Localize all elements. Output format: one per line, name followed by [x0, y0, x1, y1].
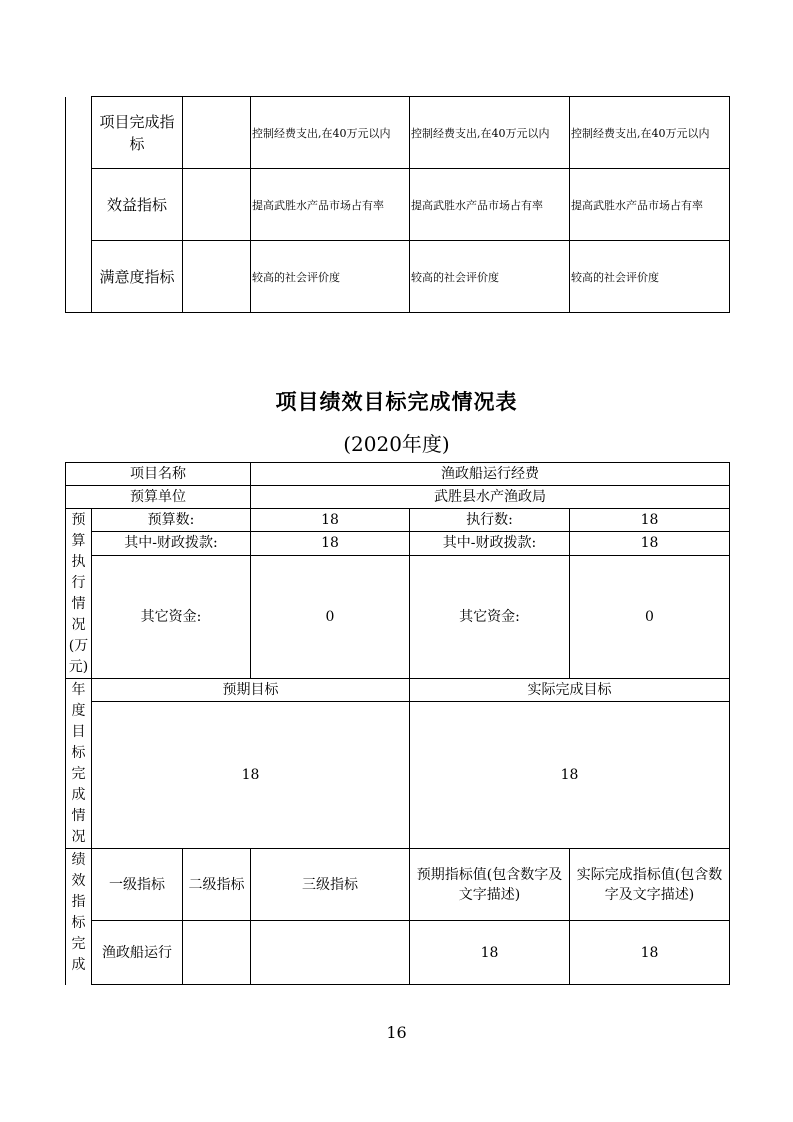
indicator-value: 提高武胜水产品市场占有率 — [410, 169, 570, 241]
actual-goal-value: 18 — [410, 702, 730, 849]
budget-execution-label: 预 算 执 行 情 况 (万 元) — [66, 509, 92, 679]
page-number: 16 — [386, 1023, 407, 1042]
level3-indicator — [183, 97, 251, 169]
budget-amount-value: 18 — [251, 509, 410, 532]
fiscal-allocation-value: 18 — [570, 532, 730, 555]
level1-value: 渔政船运行 — [92, 921, 183, 985]
fiscal-allocation-label: 其中-财政拨款: — [92, 532, 251, 555]
indicator-value: 控制经费支出,在40万元以内 — [410, 97, 570, 169]
indicator-value: 提高武胜水产品市场占有率 — [251, 169, 410, 241]
level3-value — [251, 921, 410, 985]
other-funds-value: 0 — [251, 555, 410, 678]
other-funds-value: 0 — [570, 555, 730, 678]
indicator-value: 控制经费支出,在40万元以内 — [251, 97, 410, 169]
level2-header: 二级指标 — [183, 849, 251, 921]
performance-table — [65, 462, 730, 985]
expected-indicator-value: 18 — [410, 921, 570, 985]
project-name-label: 项目名称 — [66, 463, 251, 486]
other-funds-label: 其它资金: — [92, 555, 251, 678]
indicator-value: 提高武胜水产品市场占有率 — [570, 169, 730, 241]
fiscal-allocation-label: 其中-财政拨款: — [410, 532, 570, 555]
indicator-value: 控制经费支出,在40万元以内 — [570, 97, 730, 169]
level1-header: 一级指标 — [92, 849, 183, 921]
budget-amount-label: 预算数: — [92, 509, 251, 532]
actual-value-header: 实际完成指标值(包含数字及文字描述) — [570, 849, 730, 921]
page-title: 项目绩效目标完成情况表 — [275, 390, 518, 414]
indicator-value: 较高的社会评价度 — [251, 241, 410, 313]
budget-unit-value: 武胜县水产渔政局 — [251, 486, 730, 509]
level3-header: 三级指标 — [251, 849, 410, 921]
expected-value-header: 预期指标值(包含数字及文字描述) — [410, 849, 570, 921]
indicator-value: 较高的社会评价度 — [570, 241, 730, 313]
page-subtitle: (2020年度) — [343, 432, 450, 456]
annual-goal-label: 年 度 目 标 完 成 情 况 — [66, 679, 92, 849]
level2-indicator: 效益指标 — [92, 169, 183, 241]
level2-value — [183, 921, 251, 985]
level3-indicator — [183, 241, 251, 313]
performance-indicator-label: 绩 效 指 标 完 成 — [66, 849, 92, 985]
executed-amount-label: 执行数: — [410, 509, 570, 532]
actual-goal-header: 实际完成目标 — [410, 679, 730, 702]
level2-indicator: 项目完成指标 — [92, 97, 183, 169]
expected-goal-header: 预期目标 — [92, 679, 410, 702]
level2-indicator: 满意度指标 — [92, 241, 183, 313]
indicator-value: 较高的社会评价度 — [410, 241, 570, 313]
other-funds-label: 其它资金: — [410, 555, 570, 678]
outer-category-cell — [66, 97, 92, 313]
level3-indicator — [183, 169, 251, 241]
expected-goal-value: 18 — [92, 702, 410, 849]
executed-amount-value: 18 — [570, 509, 730, 532]
project-name-value: 渔政船运行经费 — [251, 463, 730, 486]
indicator-table-continued — [65, 96, 730, 313]
fiscal-allocation-value: 18 — [251, 532, 410, 555]
budget-unit-label: 预算单位 — [66, 486, 251, 509]
actual-indicator-value: 18 — [570, 921, 730, 985]
